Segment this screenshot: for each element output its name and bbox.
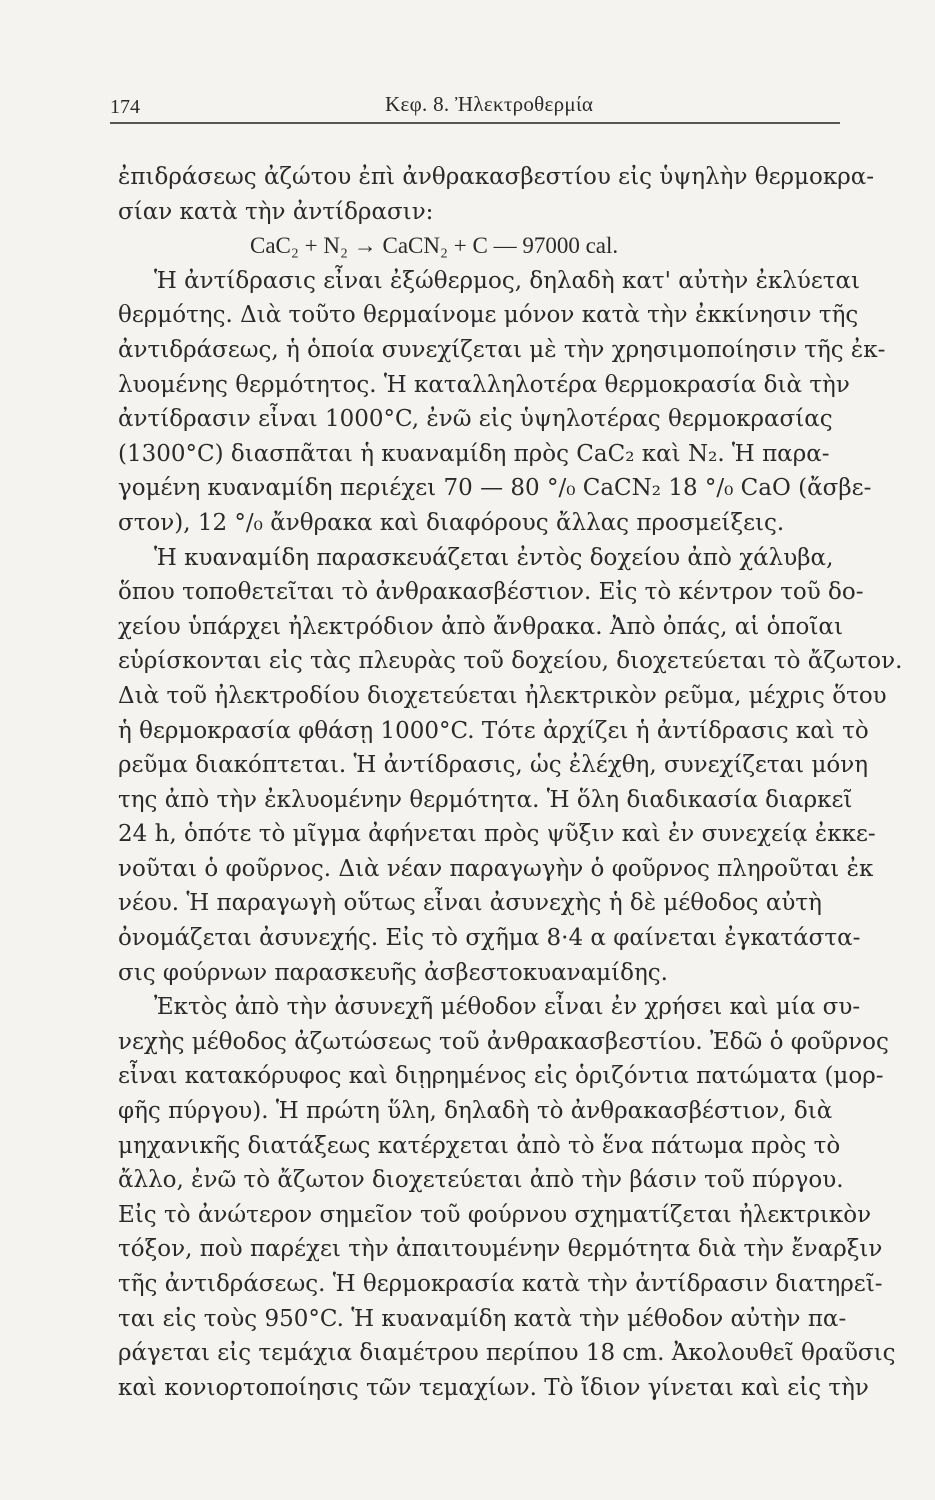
text-line: ται εἰς τοὺς 950°C. Ἡ κυαναμίδη κατὰ τὴν μέθοδον αὐτὴν πα- xyxy=(118,1305,847,1332)
text-line: σίαν κατὰ τὴν ἀντίδρασιν: xyxy=(118,198,434,225)
text-line: φῆς πύργου). Ἡ πρώτη ὕλη, δηλαδὴ τὸ ἀνθρακασβέστιον, διὰ xyxy=(118,1098,833,1125)
text-line: ἐπιδράσεως ἀζώτου ἐπὶ ἀνθρακασβεστίου εἰς ὑψηλὴν θερμοκρα- xyxy=(118,164,875,190)
text-line: Ἐκτὸς ἀπὸ τὴν ἀσυνεχῆ μέθοδον εἶναι ἐν χρήσει καὶ μία συ- xyxy=(154,994,861,1021)
text-line: τῆς ἀντιδράσεως. Ἡ θερμοκρασία κατὰ τὴν ἀντίδρασιν διατηρεῖ- xyxy=(118,1271,883,1297)
text-line: στον), 12 °/₀ ἄνθρακα καὶ διαφόρους ἄλλας προσμείξεις. xyxy=(118,509,785,536)
text-line: γομένη κυαναμίδη περιέχει 70 — 80 °/₀ CaCN₂ 18 °/₀ CaO (ἄσβε- xyxy=(118,475,872,502)
page-number: 174 xyxy=(110,96,140,118)
text-line: ράγεται εἰς τεμάχια διαμέτρου περίπου 18 cm. Ἀκολουθεῖ θραῦσις xyxy=(118,1340,896,1367)
text-line: τόξον, ποὺ παρέχει τὴν ἀπαιτουμένην θερμότητα διὰ τὴν ἔναρξιν xyxy=(118,1236,883,1263)
text-line: εἶναι κατακόρυφος καὶ διῃρημένος εἰς ὁριζόντια πατώματα (μορ- xyxy=(118,1063,884,1090)
text-line: σις φούρνων παρασκευῆς ἀσβεστοκυαναμίδης. xyxy=(118,959,668,986)
text-line: εὑρίσκονται εἰς τὰς πλευρὰς τοῦ δοχείου, διοχετεύεται τὸ ἄζωτον. xyxy=(118,648,903,675)
page-header xyxy=(110,92,840,124)
text-line: ὅπου τοποθετεῖται τὸ ἀνθρακασβέστιον. Εἰς τὸ κέντρον τοῦ δο- xyxy=(118,579,864,606)
running-head: Κεφ. 8. Ἠλεκτροθερμία xyxy=(385,92,594,116)
text-line: νέου. Ἡ παραγωγὴ οὕτως εἶναι ἀσυνεχὴς ἡ δὲ μέθοδος αὐτὴ xyxy=(118,890,822,917)
text-line: ἄλλο, ἐνῶ τὸ ἄζωτον διοχετεύεται ἀπὸ τὴν βάσιν τοῦ πύργου. xyxy=(118,1167,844,1194)
text-line: χείου ὑπάρχει ἠλεκτρόδιον ἀπὸ ἄνθρακα. Ἀπὸ ὀπάς, αἱ ὁποῖαι xyxy=(118,613,843,640)
text-line: μηχανικῆς διατάξεως κατέρχεται ἀπὸ τὸ ἕνα πάτωμα πρὸς τὸ xyxy=(118,1132,841,1159)
text-line: Διὰ τοῦ ἠλεκτροδίου διοχετεύεται ἠλεκτρικὸν ρεῦμα, μέχρις ὅτου xyxy=(118,682,887,709)
text-line: ὀνομάζεται ἀσυνεχής. Εἰς τὸ σχῆμα 8·4 α φαίνεται ἐγκατάστα- xyxy=(118,925,861,952)
chemical-equation: CaC₂ + N₂ → CaCN₂ + C — 97000 cal. xyxy=(250,233,619,259)
text-line: καὶ κονιορτοποίησις τῶν τεμαχίων. Τὸ ἴδιον γίνεται καὶ εἰς τὴν xyxy=(118,1374,869,1401)
text-line: Ἡ κυαναμίδη παρασκευάζεται ἐντὸς δοχείου ἀπὸ χάλυβα, xyxy=(154,544,834,571)
body-text xyxy=(118,160,913,1405)
text-line: θερμότης. Διὰ τοῦτο θερμαίνομε μόνον κατὰ τὴν ἐκκίνησιν τῆς xyxy=(118,302,859,329)
text-line: ρεῦμα διακόπτεται. Ἡ ἀντίδρασις, ὡς ἐλέχθη, συνεχίζεται μόνη xyxy=(118,752,869,779)
text-line: 24 h, ὁπότε τὸ μῖγμα ἀφήνεται πρὸς ψῦξιν καὶ ἐν συνεχείᾳ ἐκκε- xyxy=(118,821,876,848)
text-line: Ἡ ἀντίδρασις εἶναι ἐξώθερμος, δηλαδὴ κατ' αὐτὴν ἐκλύεται xyxy=(154,267,861,294)
text-line: νοῦται ὁ φοῦρνος. Διὰ νέαν παραγωγὴν ὁ φοῦρνος πληροῦται ἐκ xyxy=(118,855,874,882)
text-line: της ἀπὸ τὴν ἐκλυομένην θερμότητα. Ἡ ὅλη διαδικασία διαρκεῖ xyxy=(118,786,853,813)
text-line: (1300°C) διασπᾶται ἡ κυαναμίδη πρὸς CaC₂ καὶ N₂. Ἡ παρα- xyxy=(118,440,830,467)
text-line: ἡ θερμοκρασία φθάσῃ 1000°C. Τότε ἀρχίζει ἡ ἀντίδρασις καὶ τὸ xyxy=(118,717,869,744)
text-line: ἀντιδράσεως, ἡ ὁποία συνεχίζεται μὲ τὴν χρησιμοποίησιν τῆς ἐκ- xyxy=(118,336,886,363)
text-line: Εἰς τὸ ἀνώτερον σημεῖον τοῦ φούρνου σχηματίζεται ἠλεκτρικὸν xyxy=(118,1201,872,1228)
text-line: λυομένης θερμότητος. Ἡ καταλληλοτέρα θερμοκρασία διὰ τὴν xyxy=(118,371,850,398)
text-line: νεχὴς μέθοδος ἀζωτώσεως τοῦ ἀνθρακασβεστίου. Ἐδῶ ὁ φοῦρνος xyxy=(118,1028,889,1055)
text-line: ἀντίδρασιν εἶναι 1000°C, ἐνῶ εἰς ὑψηλοτέρας θερμοκρασίας xyxy=(118,406,833,433)
